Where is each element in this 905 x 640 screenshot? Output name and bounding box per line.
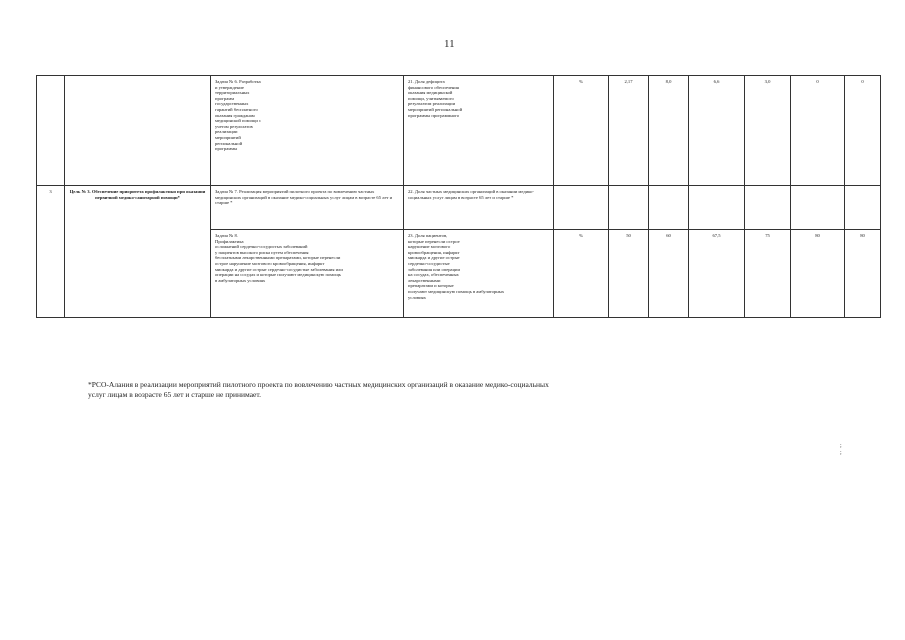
value-cell: [609, 186, 649, 230]
margin-marks: ; ;: [840, 443, 842, 456]
value-cell: 0: [791, 76, 845, 186]
unit-cell: %: [554, 230, 609, 318]
value-cell: 75: [745, 230, 791, 318]
footnote: *РСО-Алания в реализации мероприятий пилотного проекта по вовлечению частных медицинских организаций в оказание медико-социальных услуг лицам в возрасте 65 лет и старше не принимает.: [88, 380, 549, 399]
indicator-cell: 23. Доля пациентов, которые перенесли острое нарушение мозгового кровообращения, инфаркт миокарда и другие острые сердечно-сосудистые заболевания или операции на сосудах, обеспеченных лекарственными препаратами и которые получают медицинскую помощь в амбулаторных условиях: [404, 230, 554, 318]
value-cell: [689, 186, 745, 230]
row-number-cell: [37, 76, 65, 186]
task-cell: Задача № 8. Профилактика осложнений сердечно-сосудистых заболеваний у пациентов высокого риска путем обеспечения бесплатными лекарственными препаратами, которые перенесли острое нарушение мозгового кровообращения, инфаркт миокарда и другие острые сердечно-сосудистые заболевания или операции на сосудах и которые получают медицинскую помощь в амбулаторных условиях: [211, 230, 404, 318]
value-cell: 8,0: [649, 76, 689, 186]
value-cell: [791, 186, 845, 230]
program-indicators-table: [36, 75, 881, 318]
task-cell: Задача № 6. Разработка и утверждение территориальных программ государственных гарантий бесплатного оказания гражданам медицинской помощи с учетом результатов реализации мероприятий региональной программы: [211, 76, 404, 186]
task-cell: Задача № 7. Реализация мероприятий пилотного проекта по вовлечению частных медицинских организаций в оказание медико-социальных услуг лицам в возрасте 65 лет и старше *: [211, 186, 404, 230]
indicator-cell: 22. Доля частных медицинских организаций в оказании медико-социальных услуг лицам в возрасте 65 лет и старше *: [404, 186, 554, 230]
indicator-cell: 21. Доля дефицита финансового обеспечения оказания медицинской помощи, учитываемого результатом реализации мероприятий региональной программы программного: [404, 76, 554, 186]
row-number-cell: 3: [37, 186, 65, 318]
value-cell: 0: [845, 76, 881, 186]
value-cell: 50: [609, 230, 649, 318]
value-cell: [649, 186, 689, 230]
table-row: [37, 186, 881, 230]
goal-cell: [65, 76, 211, 186]
table-row: [37, 76, 881, 186]
value-cell: [845, 186, 881, 230]
unit-cell: %: [554, 76, 609, 186]
value-cell: 67,5: [689, 230, 745, 318]
value-cell: 2,17: [609, 76, 649, 186]
value-cell: 60: [649, 230, 689, 318]
value-cell: 3,0: [745, 76, 791, 186]
value-cell: 80: [791, 230, 845, 318]
goal-cell: Цель № 3. Обеспечение приоритета профилактики при оказании первичной медико-санитарной помощи*: [65, 186, 211, 318]
value-cell: 6,6: [689, 76, 745, 186]
unit-cell: [554, 186, 609, 230]
value-cell: [745, 186, 791, 230]
value-cell: 80: [845, 230, 881, 318]
page-number: 11: [444, 38, 455, 50]
